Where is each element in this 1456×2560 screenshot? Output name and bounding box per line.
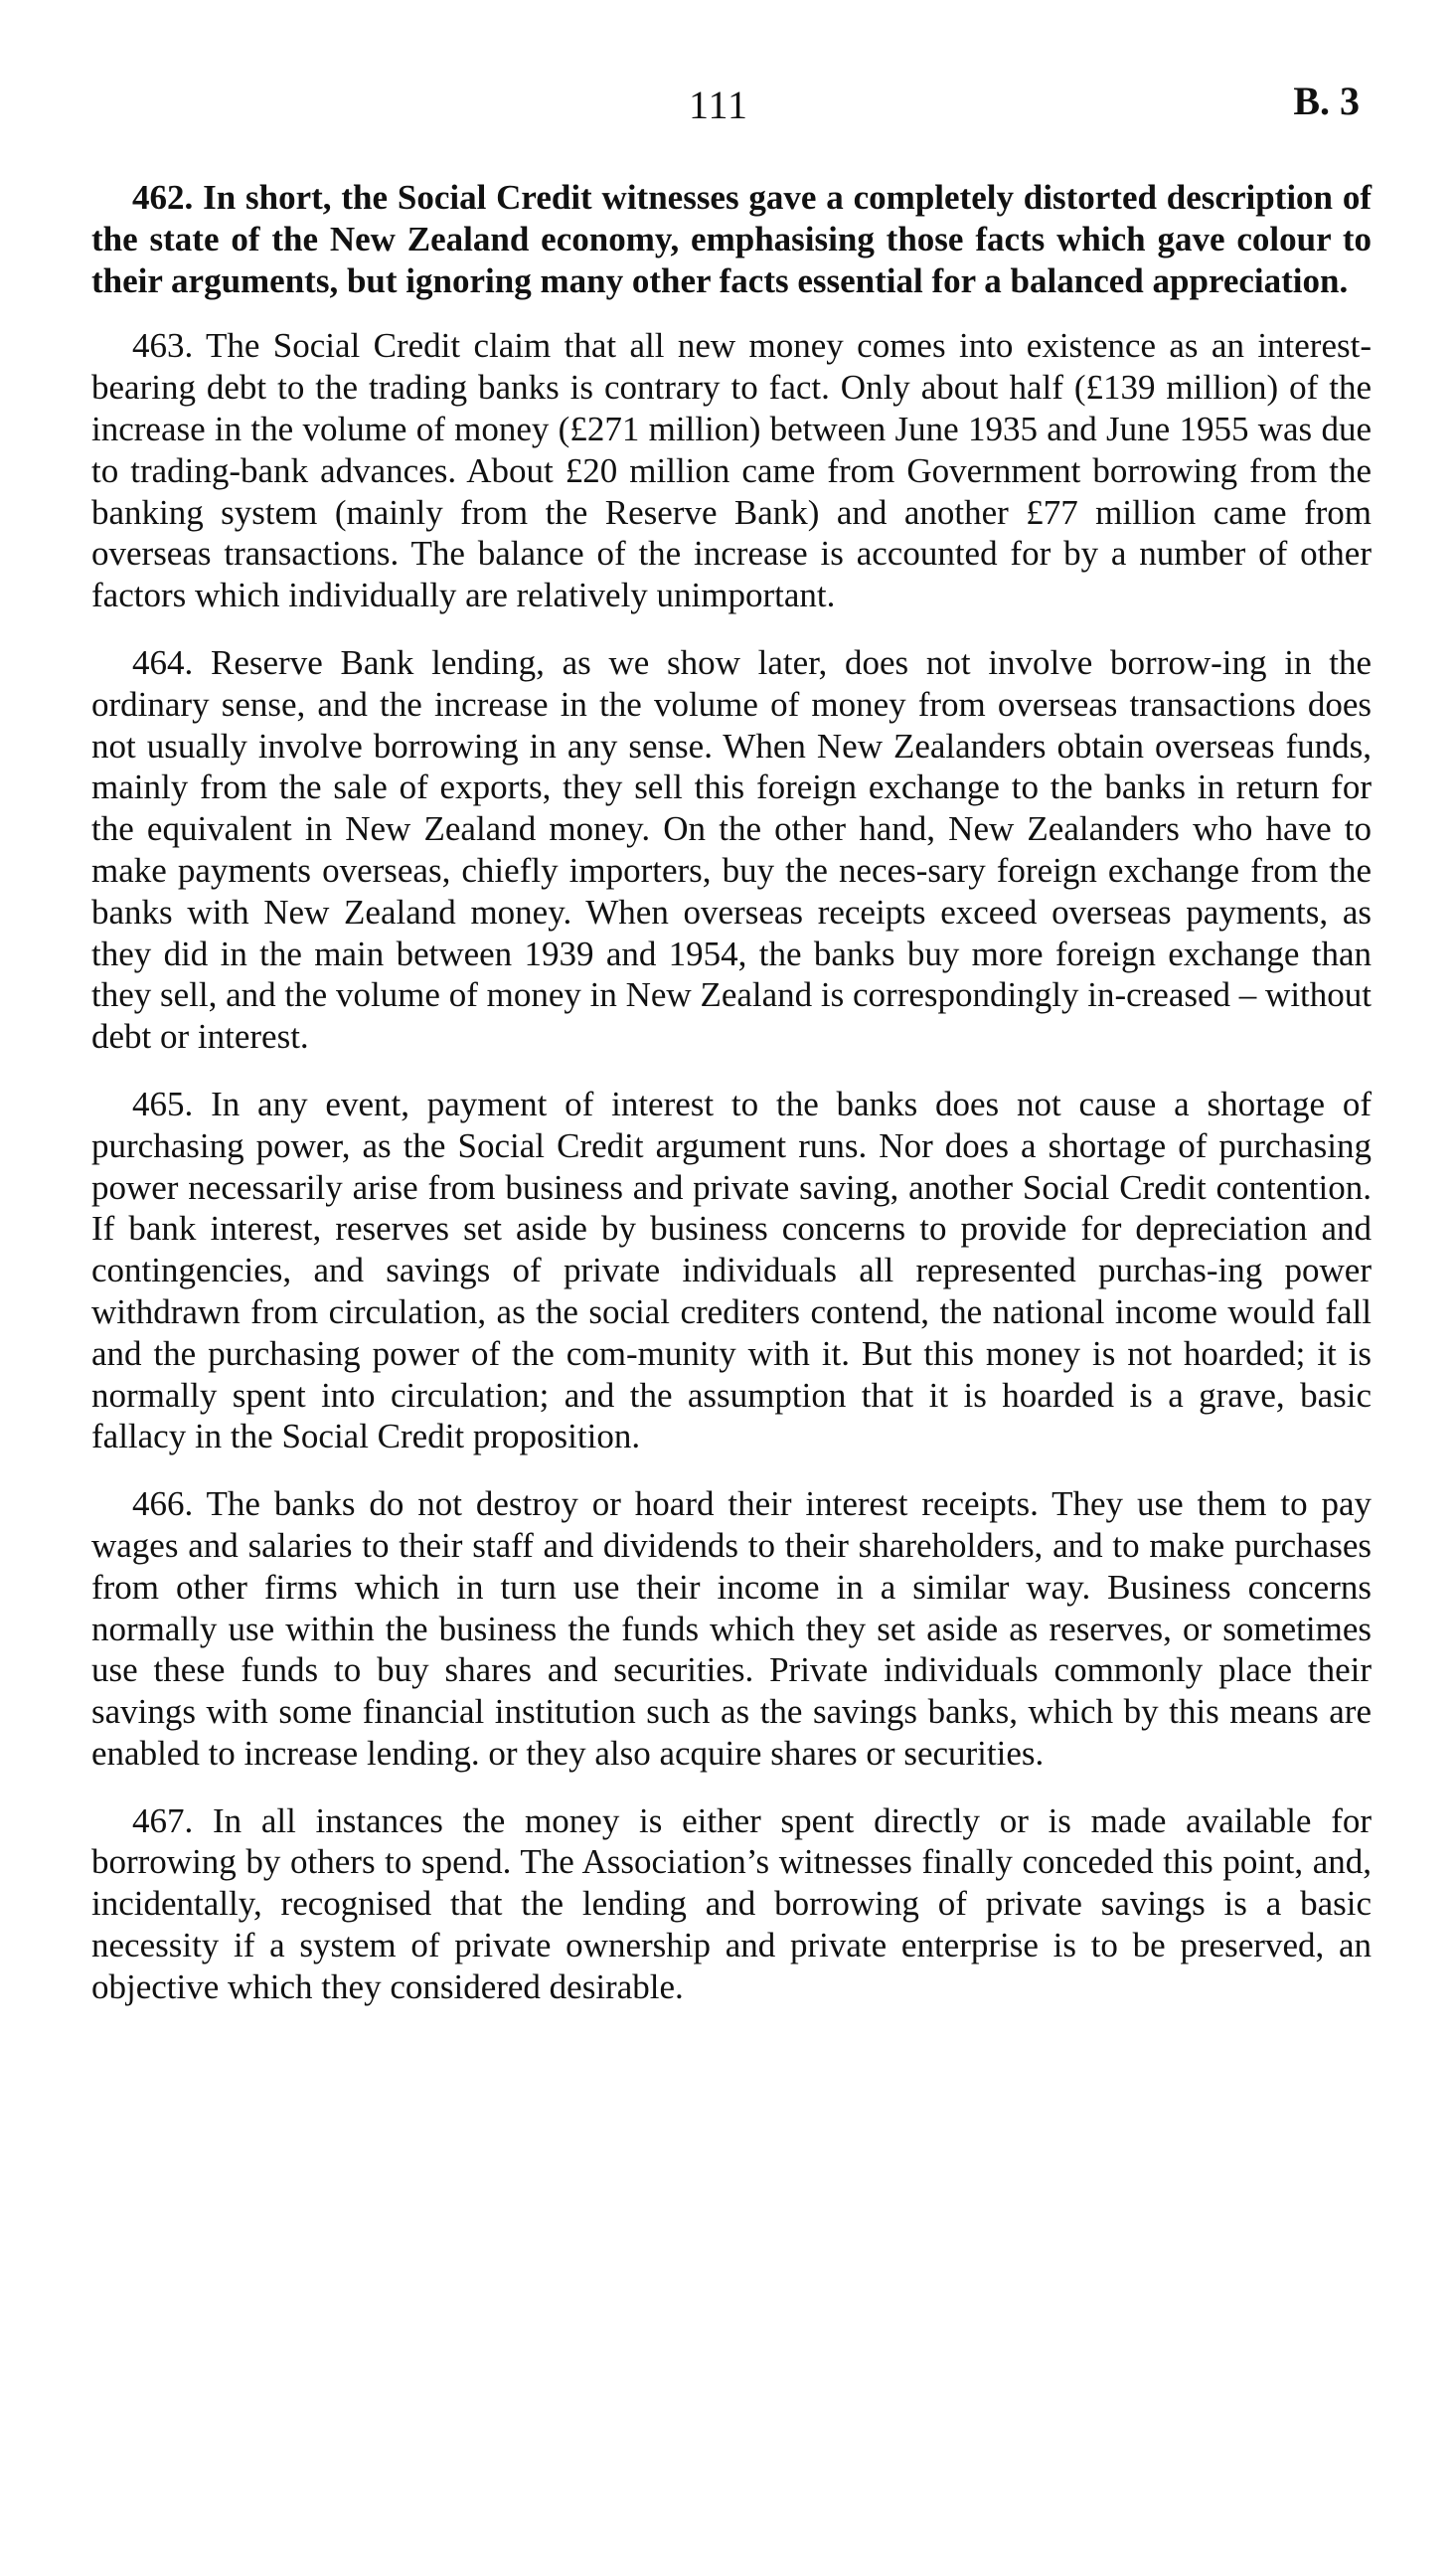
paragraph-number: 462. (132, 178, 194, 217)
paragraph-464 (91, 642, 1372, 1058)
paragraph-467 (91, 1800, 1372, 2008)
paragraph-463 (91, 325, 1372, 616)
page-number: 111 (689, 83, 749, 127)
paragraph-text: The Social Credit claim that all new money comes into existence as an interest-bearing debt to the trading banks is contrary to fact. Only about half (£139 million) of the increase in the volume of money (£271 million) between June 1935 and June 1955 was due to trading-bank advances. About £20 million came from Government borrowing from the banking system (mainly from the Reserve Bank) and another £77 million came from overseas transactions. The balance of the increase is accounted for by a number of other factors which individually are relatively unimportant. (91, 326, 1372, 615)
paragraph-text: The banks do not destroy or hoard their interest receipts. They use them to pay wages and salaries to their staff and dividends to their shareholders, and to make purchases from other firms which in turn use their income in a similar way. Business concerns normally use within the business the funds which they set aside as reserves, or sometimes use these funds to buy shares and securities. Private individuals commonly place their savings with some financial institution such as the savings banks, which by this means are enabled to increase lending. or they also acquire shares or securities. (91, 1484, 1372, 1773)
paragraph-text: In all instances the money is either spent directly or is made available for borrowing by others to spend. The Association’s witnesses finally conceded this point, and, incidentally, recognised that the lending and borrowing of private savings is a basic necessity if a system of private ownership and private enterprise is to be preserved, an objective which they considered desirable. (91, 1800, 1373, 2006)
document-reference: B. 3 (1293, 79, 1360, 123)
paragraph-number: 465. (132, 1084, 194, 1123)
page-header (0, 79, 1456, 141)
paragraph-text: In any event, payment of interest to the banks does not cause a shortage of purchasing power, as the Social Credit argument runs. Nor does a shortage of purchasing power necessarily arise from business and private saving, another Social Credit contention. If bank interest, reserves set aside by business concerns to provide for depreciation and contingencies, and savings of private individuals all represented purchas-ing power withdrawn from circulation, as the social crediters contend, the national income would fall and the purchasing power of the com-munity with it. But this money is not hoarded; it is normally spent into circulation; and the assumption that it is hoarded is a grave, basic fallacy in the Social Credit proposition. (91, 1084, 1372, 1456)
paragraph-number: 464. (132, 642, 194, 682)
paragraph-462 (91, 177, 1372, 301)
page-body (91, 177, 1372, 2034)
paragraph-text: In short, the Social Credit witnesses gave a completely distorted description of the state of the New Zealand economy, emphasising those facts which gave colour to their arguments, but ignoring many other facts essential for a balanced appreciation. (91, 178, 1372, 300)
paragraph-466 (91, 1483, 1372, 1775)
paragraph-number: 466. (132, 1484, 194, 1524)
paragraph-number: 463. (132, 326, 194, 366)
paragraph-465 (91, 1084, 1372, 1457)
paragraph-number: 467. (132, 1800, 194, 1840)
paragraph-text: Reserve Bank lending, as we show later, does not involve borrow-ing in the ordinary sense, and the increase in the volume of money from overseas transactions does not usually involve borrowing in any sense. When New Zealanders obtain overseas funds, mainly from the sale of exports, they sell this foreign exchange to the banks in return for the equivalent in New Zealand money. On the other hand, New Zealanders who have to make payments overseas, chiefly importers, buy the neces-sary foreign exchange from the banks with New Zealand money. When overseas receipts exceed overseas payments, as they did in the main between 1939 and 1954, the banks buy more foreign exchange than they sell, and the volume of money in New Zealand is correspondingly in-creased – without debt or interest. (91, 642, 1372, 1057)
